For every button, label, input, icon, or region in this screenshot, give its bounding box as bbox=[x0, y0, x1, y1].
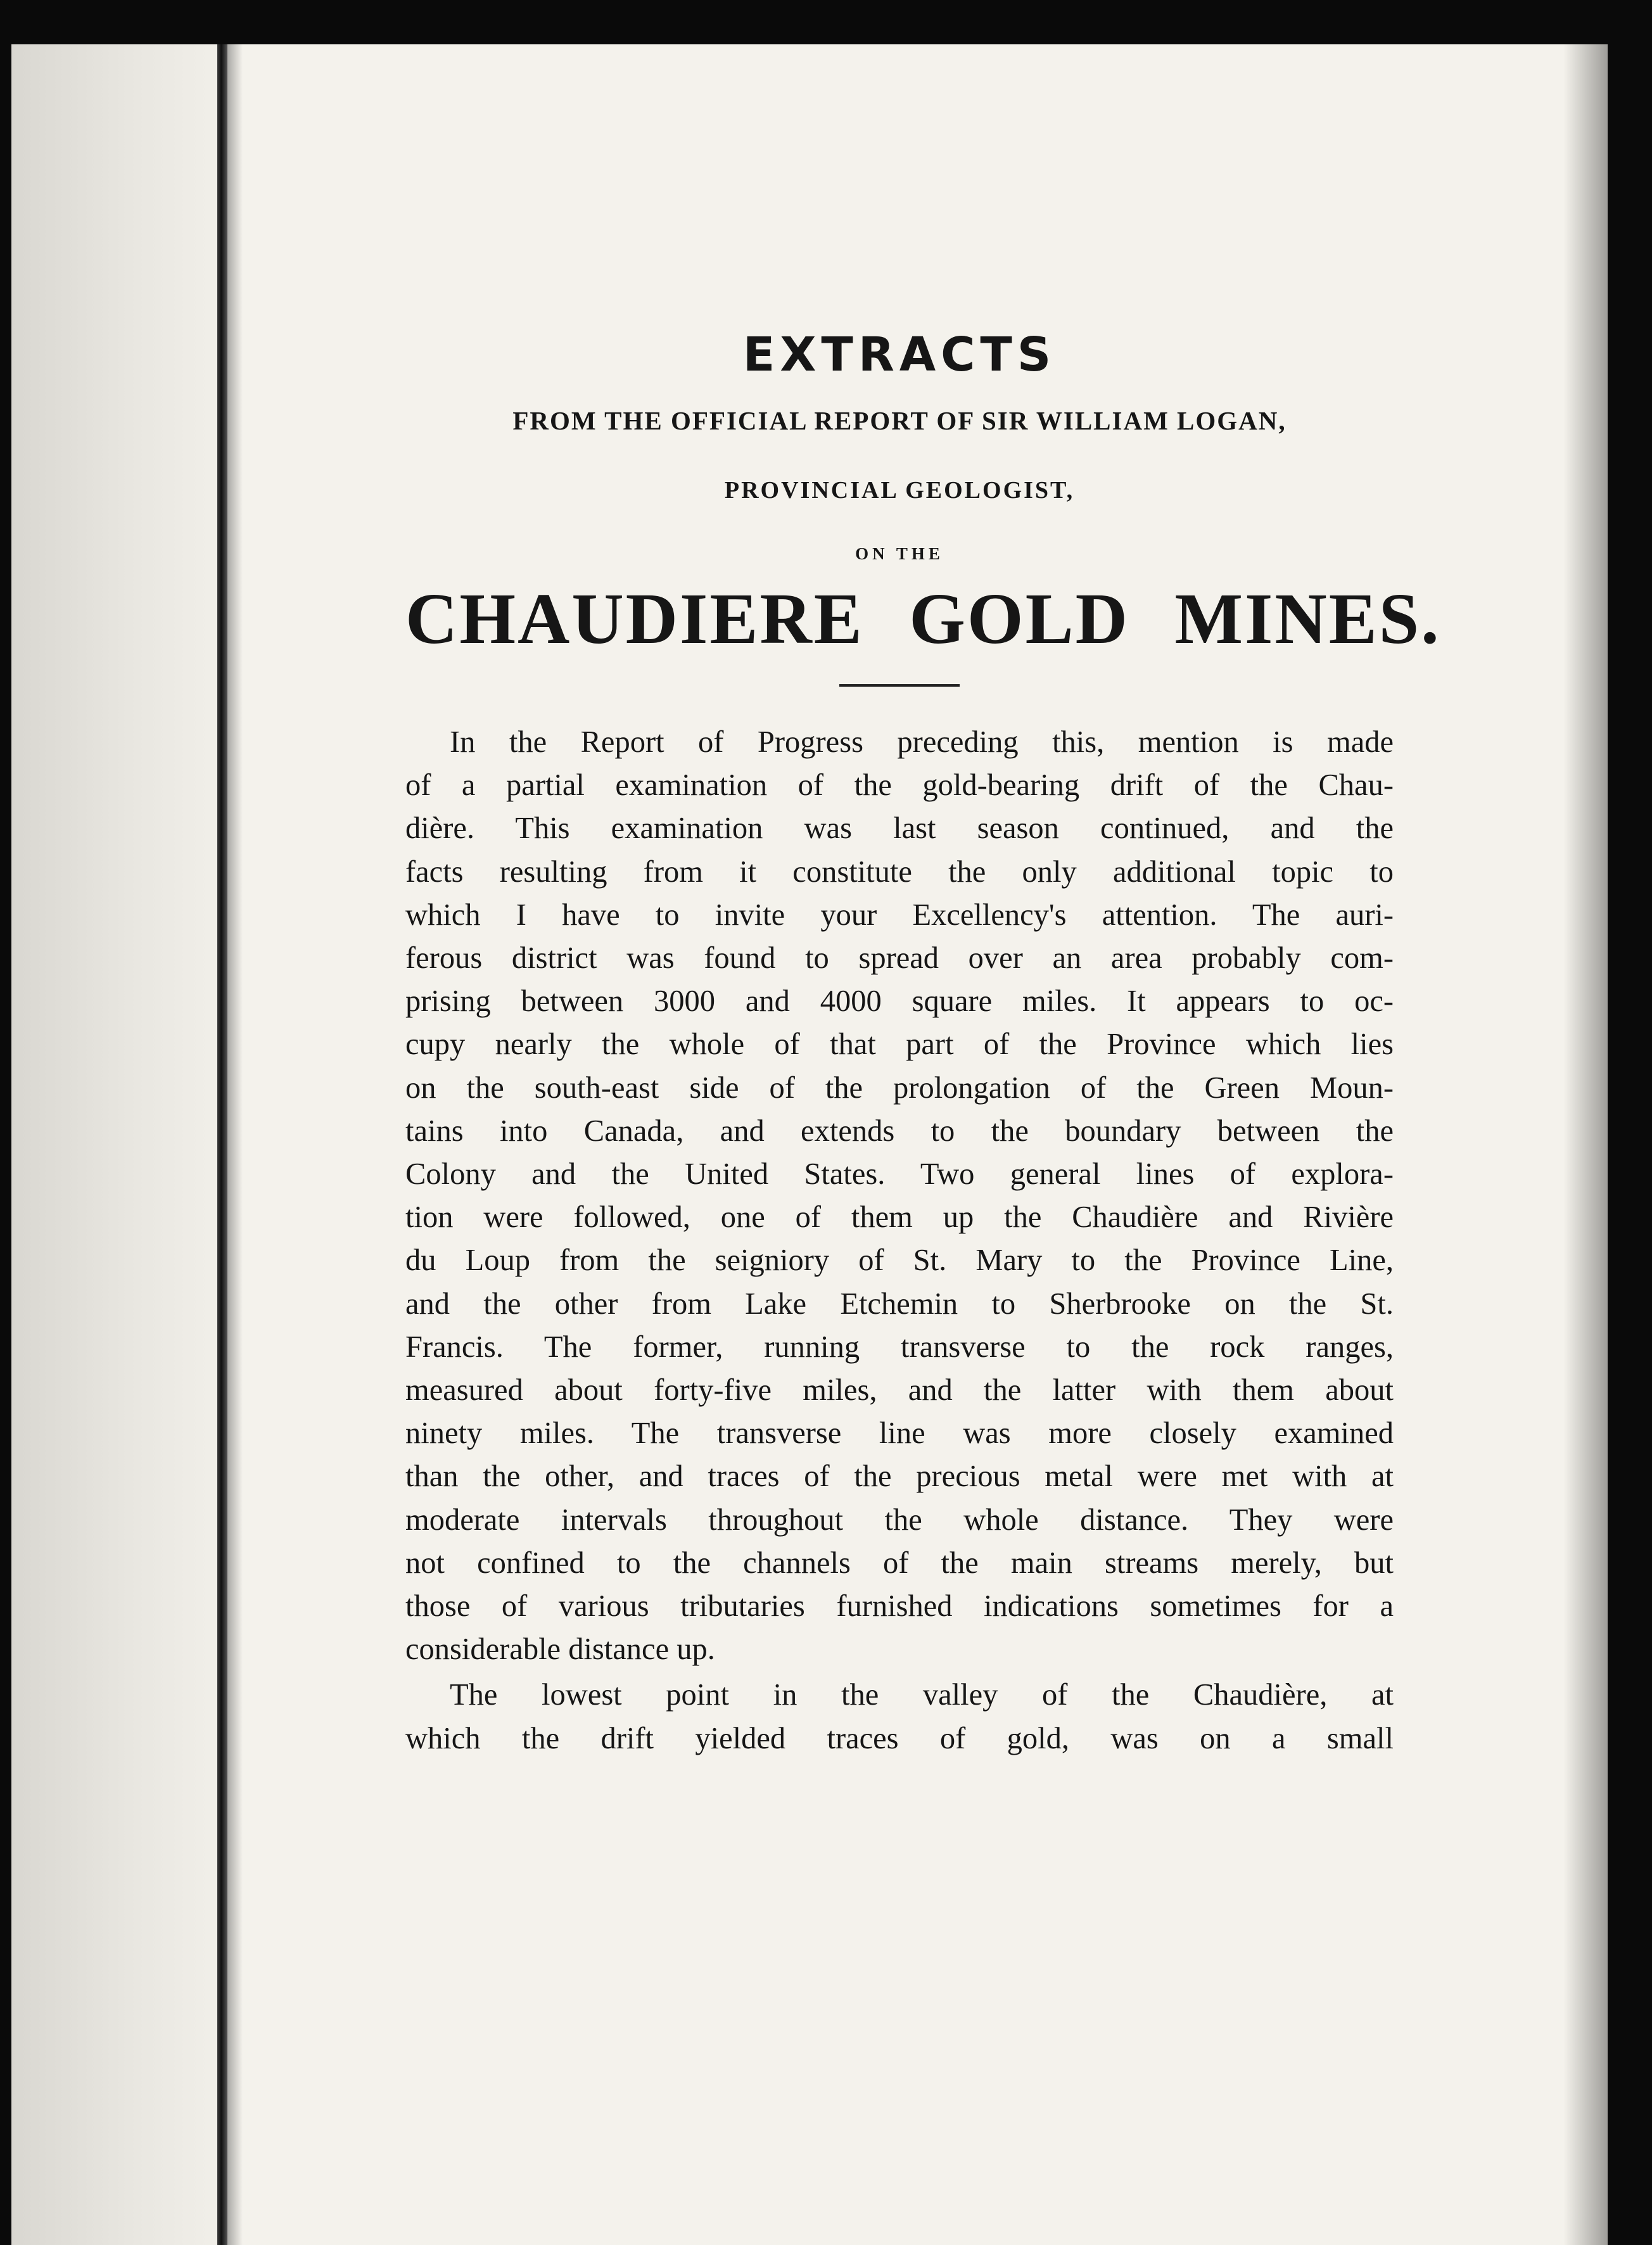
text-line: dière. This examination was last season continued, and the bbox=[405, 811, 1394, 846]
body-paragraph-2 bbox=[405, 1674, 1394, 1760]
text-line: facts resulting from it constitute the only additional topic to bbox=[405, 855, 1394, 889]
text-line: which the drift yielded traces of gold, was on a small bbox=[405, 1721, 1394, 1755]
left-margin bbox=[11, 44, 220, 2245]
text-line: tains into Canada, and extends to the boundary between the bbox=[405, 1114, 1394, 1148]
text-line: prising between 3000 and 4000 square miles. It appears to oc- bbox=[405, 984, 1394, 1019]
text-line: those of various tributaries furnished indications sometimes for a bbox=[405, 1589, 1394, 1624]
body-paragraph-1 bbox=[405, 721, 1394, 1671]
page-content bbox=[405, 323, 1441, 1760]
page-title: CHAUDIERE GOLD MINES. bbox=[405, 578, 1441, 659]
text-line: which I have to invite your Excellency's attention. The auri- bbox=[405, 898, 1394, 932]
text-line: of a partial examination of the gold-bearing drift of the Chau- bbox=[405, 768, 1394, 803]
text-line: not confined to the channels of the main streams merely, but bbox=[405, 1546, 1394, 1580]
text-line: The lowest point in the valley of the Chaudière, at bbox=[450, 1678, 1394, 1712]
subheading-position: PROVINCIAL GEOLOGIST, bbox=[724, 477, 1075, 504]
subheading-report: FROM THE OFFICIAL REPORT OF SIR WILLIAM LOGAN, bbox=[512, 406, 1287, 435]
text-line: than the other, and traces of the precious metal were met with at bbox=[405, 1460, 1394, 1494]
text-line: and the other from Lake Etchemin to Sherbrooke on the St. bbox=[405, 1287, 1394, 1321]
text-line: ferous district was found to spread over an area probably com- bbox=[405, 941, 1394, 976]
binding-edge bbox=[217, 44, 227, 2245]
text-line: Colony and the United States. Two general lines of explora- bbox=[405, 1157, 1394, 1192]
right-edge-shadow bbox=[1563, 44, 1608, 2245]
text-line: tion were followed, one of them up the Chaudière and Rivière bbox=[405, 1200, 1394, 1235]
text-line: measured about forty-five miles, and the latter with them about bbox=[405, 1373, 1394, 1408]
subheading-on-the: ON THE bbox=[855, 544, 944, 563]
text-line: considerable distance up. bbox=[405, 1632, 715, 1667]
text-line: In the Report of Progress preceding this, mention is made bbox=[450, 725, 1394, 759]
text-line: cupy nearly the whole of that part of the Province which lies bbox=[405, 1027, 1394, 1062]
text-line: du Loup from the seigniory of St. Mary to the Province Line, bbox=[405, 1243, 1394, 1278]
title-rule bbox=[839, 684, 960, 687]
text-line: ninety miles. The transverse line was more closely examined bbox=[405, 1416, 1394, 1451]
binding-shadow bbox=[227, 44, 243, 2245]
text-line: moderate intervals throughout the whole distance. They were bbox=[405, 1503, 1394, 1537]
text-line: Francis. The former, running transverse to the rock ranges, bbox=[405, 1330, 1394, 1364]
heading-extracts: EXTRACTS bbox=[742, 328, 1057, 382]
text-line: on the south-east side of the prolongation of the Green Moun- bbox=[405, 1071, 1394, 1105]
